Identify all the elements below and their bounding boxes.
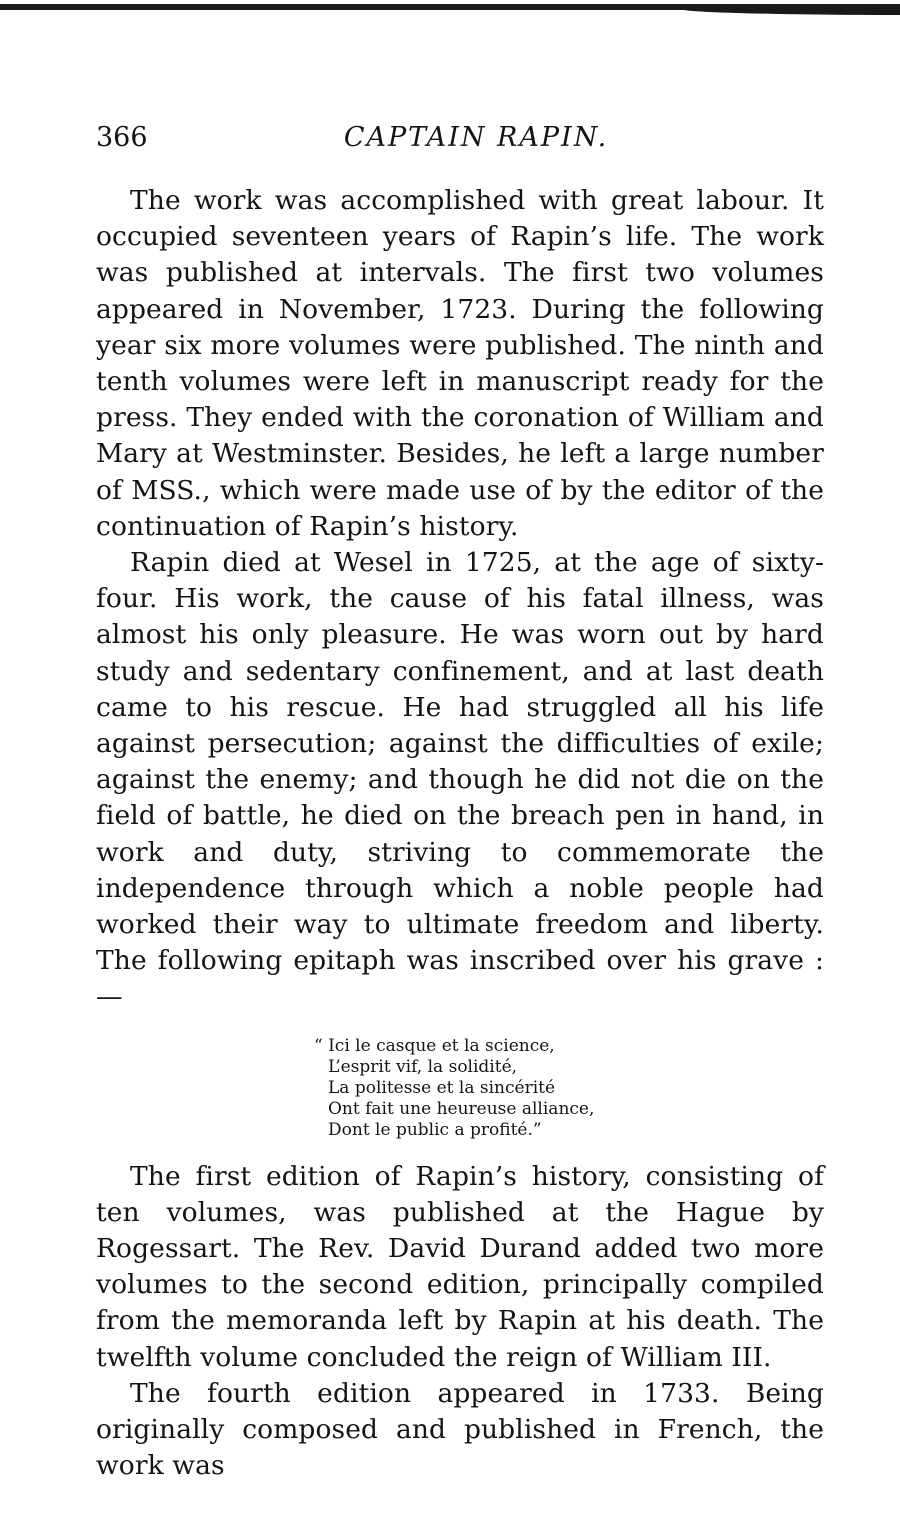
epitaph-line-3: La politesse et la sincérité	[328, 1077, 556, 1098]
epitaph-line-2: L’esprit vif, la solidité,	[328, 1056, 518, 1077]
paragraph-1: The work was accomplished with great labour. It occupied seventeen years of Rapin’s life. The work was published at intervals. The first two volumes appeared in November, 1723. During the following year six more volumes were published. The ninth and tenth volumes were left in manuscript ready for the press. They ended with the coronation of William and Mary at Westminster. Besides, he left a large number of MSS., which were made use of by the editor of the continuation of Rapin’s history.	[96, 185, 824, 542]
page-header	[96, 122, 826, 162]
paragraph-2: Rapin died at Wesel in 1725, at the age of sixty-four. His work, the cause of his fatal illness, was almost his only pleasure. He was worn out by hard study and sedentary confinement, and at last death came to his rescue. He had struggled all his life against persecution; against the difficulties of exile; against the enemy; and though he did not die on the field of battle, he died on the breach pen in hand, in work and duty, striving to commemorate the independence through which a noble people had worked their way to ultimate freedom and liberty. The following epitaph was inscribed over his grave :—	[96, 547, 824, 1013]
epitaph-line-5: Dont le public a profité.”	[328, 1119, 542, 1140]
paragraph-4: The fourth edition appeared in 1733. Being originally composed and published in French, the work was	[96, 1377, 824, 1482]
epitaph-line-1: “ Ici le casque et la science,	[314, 1035, 555, 1056]
page-number: 366	[96, 122, 148, 153]
running-title: CAPTAIN RAPIN.	[343, 122, 609, 153]
page-body	[96, 183, 824, 1485]
top-border-rule-thick	[680, 9, 900, 15]
paragraph-3: The first edition of Rapin’s history, consisting of ten volumes, was published at the Hague by Rogessart. The Rev. David Durand added two more volumes to the second edition, principally compiled from the memoranda left by Rapin at his death. The twelfth volume concluded the reign of William III.	[96, 1160, 824, 1373]
epitaph-quote	[314, 1036, 824, 1141]
epitaph-line-4: Ont fait une heureuse alliance,	[328, 1098, 595, 1119]
